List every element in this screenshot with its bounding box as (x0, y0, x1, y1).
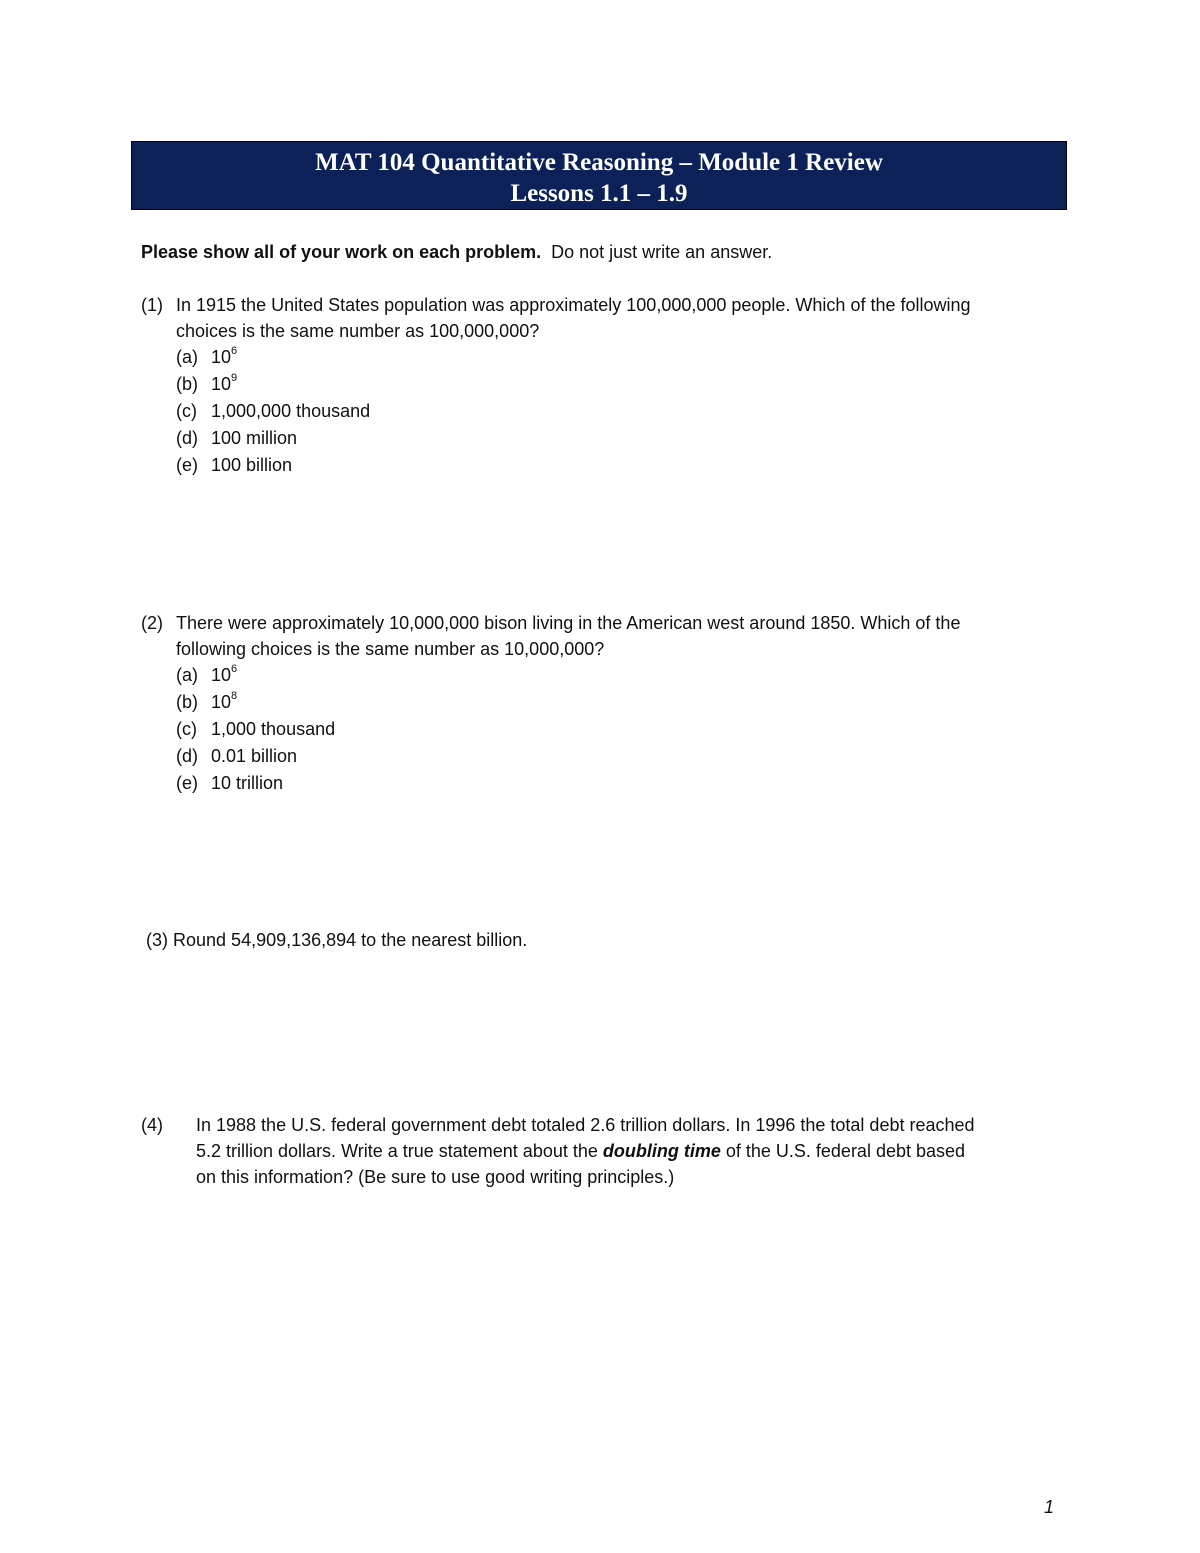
choice-base: 10 (211, 692, 232, 712)
page-number: 1 (1044, 1497, 1055, 1517)
question-number: (4) (141, 1115, 163, 1135)
choice-base: 10 (211, 665, 232, 685)
title-banner (131, 141, 1067, 210)
question-text-part: 5.2 trillion dollars. Write a true statement about the (196, 1141, 603, 1161)
choice-base: 10 (211, 374, 232, 394)
question-text: There were approximately 10,000,000 bison living in the American west around 1850. Which of the (176, 613, 961, 633)
document-subtitle: Lessons 1.1 – 1.9 (510, 180, 688, 207)
question-3 (146, 927, 527, 953)
question-text: In 1988 the U.S. federal government debt totaled 2.6 trillion dollars. In 1996 the total debt reached (196, 1115, 975, 1135)
document-title: MAT 104 Quantitative Reasoning – Module 1 Review (315, 149, 883, 176)
question-text-continued: on this information? (Be sure to use good writing principles.) (196, 1167, 675, 1187)
choice-letter: (b) (176, 374, 198, 394)
choice-text: 100 million (211, 428, 298, 448)
question-text-continued: choices is the same number as 100,000,000? (176, 321, 540, 341)
choice-text: 0.01 billion (211, 746, 298, 766)
question-number: (2) (141, 613, 163, 633)
choice-letter: (c) (176, 719, 197, 739)
choice-exponent: 6 (231, 663, 238, 675)
instructions-bold: Please show all of your work on each problem. (141, 242, 542, 262)
choice-letter: (a) (176, 665, 198, 685)
choice-text: 100 billion (211, 455, 293, 475)
choice-text: 1,000,000 thousand (211, 401, 371, 421)
choice-letter: (e) (176, 455, 198, 475)
instructions (141, 240, 772, 264)
question-text-continued (196, 1138, 965, 1164)
choice-exponent: 9 (231, 372, 238, 384)
question-text: Round 54,909,136,894 to the nearest billion. (173, 930, 528, 950)
choice-letter: (c) (176, 401, 197, 421)
choice-letter: (a) (176, 347, 198, 367)
question-text: In 1915 the United States population was approximately 100,000,000 people. Which of the following (176, 295, 971, 315)
question-number: (3) (146, 930, 168, 950)
choice-text: 10 trillion (211, 773, 284, 793)
choice-letter: (b) (176, 692, 198, 712)
question-text-part: of the U.S. federal debt based (720, 1141, 966, 1161)
question-text-continued: following choices is the same number as 10,000,000? (176, 639, 605, 659)
choice-letter: (d) (176, 746, 198, 766)
choice-exponent: 8 (231, 690, 238, 702)
question-number: (1) (141, 295, 163, 315)
instructions-normal: Do not just write an answer. (551, 242, 773, 262)
choice-base: 10 (211, 347, 232, 367)
choice-text: 1,000 thousand (211, 719, 336, 739)
choice-letter: (e) (176, 773, 198, 793)
choice-exponent: 6 (231, 345, 238, 357)
choice-letter: (d) (176, 428, 198, 448)
emphasized-term: doubling time (602, 1141, 721, 1161)
